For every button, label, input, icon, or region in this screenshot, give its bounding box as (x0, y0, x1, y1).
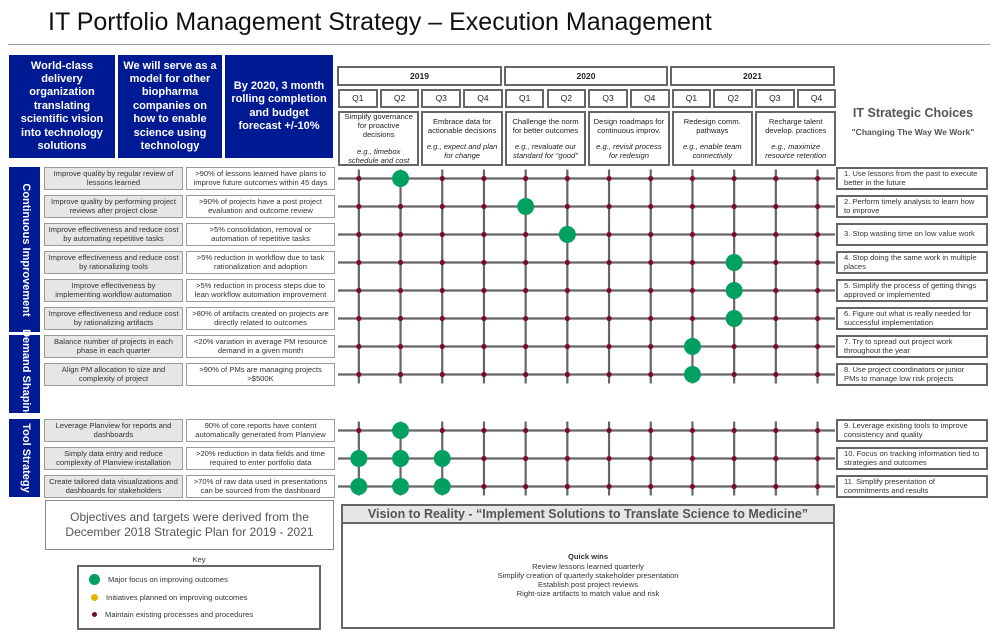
major-focus-dot (726, 282, 743, 299)
maintain-dot (732, 344, 737, 349)
maintain-dot (690, 456, 695, 461)
maintain-dot (690, 260, 695, 265)
maintain-dot (523, 344, 528, 349)
quarter-label: Q3 (755, 89, 795, 108)
maintain-dot (481, 260, 486, 265)
category-demand-shaping: Demand Shaping (9, 335, 40, 413)
maintain-dot (815, 372, 820, 377)
maintain-dot (481, 456, 486, 461)
quarter-label: Q4 (797, 89, 837, 108)
strategic-choice-5: 5. Simplify the process of getting things approved or implemented (836, 279, 988, 302)
maintain-dot (732, 176, 737, 181)
maintain-dot (481, 372, 486, 377)
major-focus-dot (517, 198, 534, 215)
objective-cell: Improve quality by regular review of lessons learned (44, 167, 183, 190)
maintain-dot (523, 232, 528, 237)
strategic-choice-6: 6. Figure out what is really needed for successful implementation (836, 307, 988, 330)
objectives-note: Objectives and targets were derived from the December 2018 Strategic Plan for 2019 - 2021 (45, 500, 334, 550)
maintain-dot (773, 372, 778, 377)
major-focus-dot (350, 450, 367, 467)
strategic-choice-4: 4. Stop doing the same work in multiple places (836, 251, 988, 274)
maintain-dot (356, 260, 361, 265)
maintain-dot (356, 316, 361, 321)
theme-example: e.g., enable team connectivity (682, 142, 742, 161)
target-cell: >90% of projects have a post project evaluation and outcome review (186, 195, 335, 218)
maintain-dot (565, 344, 570, 349)
objective-cell: Improve effectiveness and reduce cost by rationalizing tools (44, 251, 183, 274)
maintain-dot (606, 456, 611, 461)
maintain-dot (440, 176, 445, 181)
objective-cell: Align PM allocation to size and complexity of project (44, 363, 183, 386)
maintain-dot (732, 456, 737, 461)
maintain-dot (481, 428, 486, 433)
target-cell: >5% consolidation, removal or automation of repetitive tasks (186, 223, 335, 246)
maintain-dot (440, 316, 445, 321)
vision-statement-1: World-class delivery organization translating scientific vision into technology solutions (9, 55, 115, 158)
quarter-label: Q1 (505, 89, 545, 108)
maintain-dot (606, 484, 611, 489)
major-focus-dot (350, 478, 367, 495)
key-panel (77, 565, 321, 630)
maintain-dot (773, 232, 778, 237)
page-title: IT Portfolio Management Strategy – Execution Management (48, 8, 712, 36)
major-focus-dot-icon (89, 574, 100, 585)
maintain-dot (773, 288, 778, 293)
maintain-dot (356, 176, 361, 181)
maintain-dot (648, 428, 653, 433)
major-focus-dot (684, 366, 701, 383)
strategic-choice-3: 3. Stop wasting time on low value work (836, 223, 988, 246)
maintain-dot (606, 288, 611, 293)
quarter-label: Q3 (421, 89, 461, 108)
maintain-dot (606, 176, 611, 181)
major-focus-dot (392, 422, 409, 439)
strategic-choice-8: 8. Use project coordinators or junior PMs to manage low risk projects (836, 363, 988, 386)
quick-win-item: Simplify creation of quarterly stakeholder presentation (497, 570, 679, 580)
maintain-dot (398, 232, 403, 237)
vision-statement-2: We will serve as a model for other biopharma companies on how to enable science using technology (118, 55, 222, 158)
quarter-label: Q3 (588, 89, 628, 108)
objective-cell: Improve effectiveness and reduce cost by rationalizing artifacts (44, 307, 183, 330)
maintain-dot (523, 372, 528, 377)
maintain-dot (732, 428, 737, 433)
strategic-choice-2: 2. Perform timely analysis to learn how to improve (836, 195, 988, 218)
target-cell: >20% reduction in data fields and time required to enter portfolio data (186, 447, 335, 470)
planned-dot-icon (91, 594, 98, 601)
maintain-dot (815, 176, 820, 181)
strategic-choices-header: IT Strategic Choices (852, 106, 974, 120)
quarter-label: Q1 (338, 89, 378, 108)
maintain-dot (606, 204, 611, 209)
maintain-dot (648, 204, 653, 209)
strategic-choice-9: 9. Leverage existing tools to improve consistency and quality (836, 419, 988, 442)
maintain-dot (773, 456, 778, 461)
theme-label: Recharge talent develop. practices (765, 116, 827, 135)
theme-example: e.g., revisit process for redesign (596, 142, 662, 161)
quick-win-item: Review lessons learned quarterly (532, 561, 644, 571)
maintain-dot (565, 176, 570, 181)
target-cell: >90% of PMs are managing projects >$500K (186, 363, 335, 386)
maintain-dot (773, 204, 778, 209)
strategic-choices-subheader: "Changing The Way We Work" (851, 127, 975, 137)
major-focus-dot (434, 450, 451, 467)
maintain-dot (648, 176, 653, 181)
quarter-label: Q1 (672, 89, 712, 108)
key-item-major: Major focus on improving outcomes (89, 574, 228, 585)
maintain-dot (356, 288, 361, 293)
maintain-dot-icon (92, 612, 97, 617)
maintain-dot (440, 204, 445, 209)
year-2020: 2020 (504, 66, 668, 86)
maintain-dot (690, 428, 695, 433)
quarter-label: Q2 (380, 89, 420, 108)
maintain-dot (481, 204, 486, 209)
maintain-dot (648, 288, 653, 293)
key-item-maintain: Maintain existing processes and procedures (89, 610, 253, 619)
maintain-dot (398, 344, 403, 349)
theme-label: Design roadmaps for continuous improv. (593, 116, 665, 135)
maintain-dot (356, 344, 361, 349)
maintain-dot (648, 344, 653, 349)
major-focus-dot (392, 450, 409, 467)
target-cell: >5% reduction in process steps due to lean workflow automation improvement (186, 279, 335, 302)
maintain-dot (481, 316, 486, 321)
maintain-dot (690, 288, 695, 293)
maintain-dot (773, 316, 778, 321)
maintain-dot (440, 232, 445, 237)
objective-cell: Improve effectiveness by implementing workflow automation (44, 279, 183, 302)
maintain-dot (523, 428, 528, 433)
maintain-dot (815, 484, 820, 489)
maintain-dot (732, 372, 737, 377)
major-focus-dot (684, 338, 701, 355)
quarter-label: Q4 (463, 89, 503, 108)
maintain-dot (440, 260, 445, 265)
strategic-choice-10: 10. Focus on tracking information tied to strategies and outcomes (836, 447, 988, 470)
maintain-dot (648, 456, 653, 461)
major-focus-dot (726, 310, 743, 327)
objective-cell: Improve quality by performing project reviews after project close (44, 195, 183, 218)
maintain-dot (481, 176, 486, 181)
target-cell: >70% of raw data used in presentations can be sourced from the dashboard (186, 475, 335, 498)
maintain-dot (815, 316, 820, 321)
maintain-dot (565, 260, 570, 265)
objective-cell: Balance number of projects in each phase in each quarter (44, 335, 183, 358)
maintain-dot (648, 260, 653, 265)
quarter-label: Q4 (630, 89, 670, 108)
maintain-dot (523, 316, 528, 321)
maintain-dot (565, 316, 570, 321)
theme-example: e.g., expect and plan for change (426, 142, 498, 161)
maintain-dot (815, 204, 820, 209)
maintain-dot (690, 316, 695, 321)
maintain-dot (398, 288, 403, 293)
maintain-dot (815, 288, 820, 293)
maintain-dot (690, 204, 695, 209)
maintain-dot (773, 344, 778, 349)
maintain-dot (440, 344, 445, 349)
maintain-dot (481, 288, 486, 293)
maintain-dot (690, 484, 695, 489)
maintain-dot (606, 428, 611, 433)
maintain-dot (773, 260, 778, 265)
major-focus-dot (559, 226, 576, 243)
target-cell: >90% of lessons learned have plans to improve future outcomes within 45 days (186, 167, 335, 190)
maintain-dot (398, 260, 403, 265)
vision-statement-3: By 2020, 3 month rolling completion and budget forecast +/-10% (225, 55, 333, 158)
maintain-dot (773, 484, 778, 489)
theme-label: Simplify governance for proactive decisions (344, 112, 413, 140)
maintain-dot (606, 260, 611, 265)
vision-to-reality-header: Vision to Reality - “Implement Solutions to Translate Science to Medicine” (341, 504, 835, 524)
maintain-dot (481, 484, 486, 489)
maintain-dot (815, 232, 820, 237)
maintain-dot (523, 260, 528, 265)
maintain-dot (565, 204, 570, 209)
quick-wins-title: Quick wins (567, 552, 609, 562)
quarter-label: Q2 (713, 89, 753, 108)
year-2021: 2021 (670, 66, 835, 86)
maintain-dot (523, 288, 528, 293)
maintain-dot (815, 428, 820, 433)
maintain-dot (440, 372, 445, 377)
key-title: Key (192, 555, 206, 564)
objective-cell: Improve effectiveness and reduce cost by automating repetitive tasks (44, 223, 183, 246)
strategic-choice-11: 11. Simplify presentation of commitments and results (836, 475, 988, 498)
maintain-dot (606, 344, 611, 349)
quick-wins-panel (341, 522, 835, 629)
maintain-dot (606, 316, 611, 321)
theme-example: e.g., maximize resource retention (765, 142, 827, 161)
maintain-dot (398, 204, 403, 209)
maintain-dot (690, 232, 695, 237)
maintain-dot (732, 204, 737, 209)
maintain-dot (606, 372, 611, 377)
maintain-dot (523, 176, 528, 181)
objective-cell: Create tailored data visualizations and dashboards for stakeholders (44, 475, 183, 498)
theme-example: e.g., timebox schedule and cost (348, 146, 410, 165)
target-cell: <20% variation in average PM resource demand in a given month (186, 335, 335, 358)
maintain-dot (398, 316, 403, 321)
maintain-dot (565, 456, 570, 461)
maintain-dot (440, 288, 445, 293)
maintain-dot (565, 484, 570, 489)
maintain-dot (565, 428, 570, 433)
maintain-dot (648, 372, 653, 377)
major-focus-dot (726, 254, 743, 271)
maintain-dot (440, 428, 445, 433)
maintain-dot (356, 204, 361, 209)
theme-label: Embrace data for actionable decisions (427, 116, 497, 135)
maintain-dot (815, 260, 820, 265)
maintain-dot (690, 176, 695, 181)
maintain-dot (732, 232, 737, 237)
target-cell: >5% reduction in workflow due to task rationalization and adoption (186, 251, 335, 274)
maintain-dot (648, 484, 653, 489)
maintain-dot (565, 372, 570, 377)
maintain-dot (523, 456, 528, 461)
maintain-dot (648, 232, 653, 237)
major-focus-dot (434, 478, 451, 495)
maintain-dot (773, 428, 778, 433)
major-focus-dot (392, 478, 409, 495)
objective-cell: Simply data entry and reduce complexity of Planview installation (44, 447, 183, 470)
quick-win-item: Right-size artifacts to match value and risk (516, 589, 660, 599)
maintain-dot (815, 344, 820, 349)
theme-label: Redesign comm. pathways (683, 116, 741, 135)
maintain-dot (773, 176, 778, 181)
maintain-dot (523, 484, 528, 489)
major-focus-dot (392, 170, 409, 187)
year-2019: 2019 (337, 66, 502, 86)
maintain-dot (398, 372, 403, 377)
maintain-dot (648, 316, 653, 321)
maintain-dot (356, 372, 361, 377)
target-cell: >80% of artifacts created on projects are directly related to outcomes (186, 307, 335, 330)
category-tool-strategy: Tool Strategy (9, 419, 40, 497)
maintain-dot (565, 288, 570, 293)
theme-example: e.g., revaluate our standard for "good" (513, 142, 578, 161)
target-cell: 90% of core reports have content automatically generated from Planview (186, 419, 335, 442)
maintain-dot (356, 232, 361, 237)
category-continuous-improvement: Continuous Improvement (9, 167, 40, 332)
strategic-choice-1: 1. Use lessons from the past to execute better in the future (836, 167, 988, 190)
maintain-dot (606, 232, 611, 237)
objective-cell: Leverage Planview for reports and dashboards (44, 419, 183, 442)
maintain-dot (356, 428, 361, 433)
key-item-planned: Initiatives planned on improving outcomes (89, 593, 247, 602)
quarter-label: Q2 (547, 89, 587, 108)
maintain-dot (481, 344, 486, 349)
maintain-dot (481, 232, 486, 237)
maintain-dot (732, 484, 737, 489)
quick-win-item: Establish post project reviews (537, 580, 639, 590)
strategic-choice-7: 7. Try to spread out project work throughout the year (836, 335, 988, 358)
maintain-dot (815, 456, 820, 461)
theme-label: Challenge the norm for better outcomes (512, 116, 579, 135)
